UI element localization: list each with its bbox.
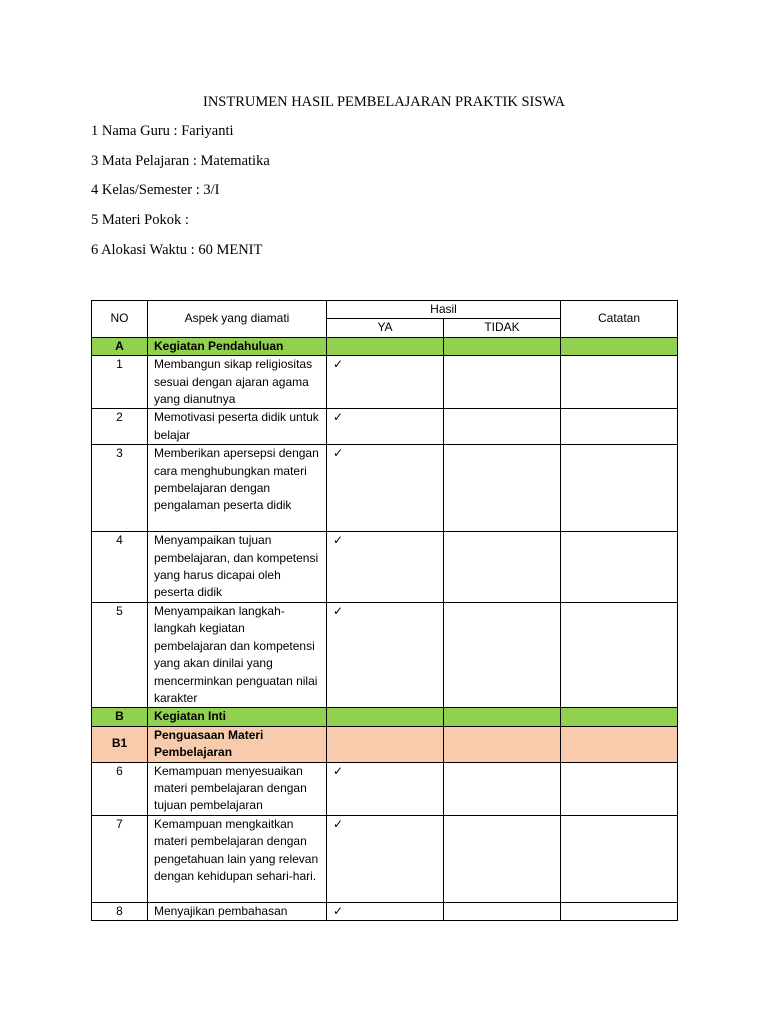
catatan-cell: [561, 708, 678, 726]
info-main-material: 5 Materi Pokok :: [91, 212, 189, 228]
ya-cell: [327, 409, 444, 445]
table-row: [92, 445, 678, 532]
document-title: INSTRUMEN HASIL PEMBELAJARAN PRAKTIK SISWA: [203, 94, 565, 110]
info-subject: 3 Mata Pelajaran : Matematika: [91, 153, 270, 169]
row-number: B: [92, 708, 148, 726]
row-aspect: Kemampuan menyesuaikan materi pembelajaran dengan tujuan pembelajaran: [148, 762, 327, 815]
row-aspect: Penguasaan Materi Pembelajaran: [148, 726, 327, 762]
header-aspek: Aspek yang diamati: [148, 301, 327, 338]
ya-cell: [327, 726, 444, 762]
row-number: 7: [92, 815, 148, 902]
ya-cell: [327, 602, 444, 707]
tidak-cell: [444, 409, 561, 445]
check-mark-icon: ✓: [333, 357, 344, 372]
row-aspect: Menyajikan pembahasan: [148, 902, 327, 920]
catatan-cell: [561, 602, 678, 707]
row-aspect: Menyampaikan tujuan pembelajaran, dan kompetensi yang harus dicapai oleh peserta didik: [148, 532, 327, 603]
row-number: 3: [92, 445, 148, 532]
check-mark-icon: ✓: [333, 903, 344, 918]
tidak-cell: [444, 445, 561, 532]
ya-cell: [327, 815, 444, 902]
catatan-cell: [561, 762, 678, 815]
row-aspect: Kemampuan mengkaitkan materi pembelajaran dengan pengetahuan lain yang relevan dengan kehidupan sehari-hari.: [148, 815, 327, 902]
tidak-cell: [444, 602, 561, 707]
info-time-allocation: 6 Alokasi Waktu : 60 MENIT: [91, 242, 263, 258]
ya-cell: [327, 762, 444, 815]
table-body: [92, 337, 678, 920]
tidak-cell: [444, 532, 561, 603]
ya-cell: [327, 337, 444, 355]
header-no: NO: [92, 301, 148, 338]
section-row: [92, 337, 678, 355]
catatan-cell: [561, 532, 678, 603]
info-class-semester: 4 Kelas/Semester : 3/I: [91, 182, 220, 198]
row-number: A: [92, 337, 148, 355]
table-row: [92, 356, 678, 409]
header-ya: YA: [327, 319, 444, 337]
catatan-cell: [561, 445, 678, 532]
tidak-cell: [444, 902, 561, 920]
row-aspect: Membangun sikap religiositas sesuai dengan ajaran agama yang dianutnya: [148, 356, 327, 409]
row-aspect: Kegiatan Inti: [148, 708, 327, 726]
section-row: [92, 708, 678, 726]
section-row: [92, 726, 678, 762]
table-header: [92, 301, 678, 338]
table-row: [92, 532, 678, 603]
row-number: 1: [92, 356, 148, 409]
table-row: [92, 762, 678, 815]
row-number: 8: [92, 902, 148, 920]
info-teacher-name: 1 Nama Guru : Fariyanti: [91, 123, 234, 139]
header-catatan: Catatan: [561, 301, 678, 338]
check-mark-icon: ✓: [333, 410, 344, 425]
ya-cell: [327, 708, 444, 726]
ya-cell: [327, 532, 444, 603]
ya-cell: [327, 445, 444, 532]
row-number: 4: [92, 532, 148, 603]
tidak-cell: [444, 337, 561, 355]
row-number: 6: [92, 762, 148, 815]
tidak-cell: [444, 815, 561, 902]
header-tidak: TIDAK: [444, 319, 561, 337]
check-mark-icon: ✓: [333, 603, 344, 618]
check-mark-icon: ✓: [333, 446, 344, 461]
tidak-cell: [444, 726, 561, 762]
row-aspect: Memberikan apersepsi dengan cara menghubungkan materi pembelajaran dengan pengalaman peserta didik: [148, 445, 327, 532]
tidak-cell: [444, 356, 561, 409]
table-row: [92, 409, 678, 445]
ya-cell: [327, 902, 444, 920]
row-number: 5: [92, 602, 148, 707]
table-row: [92, 902, 678, 920]
tidak-cell: [444, 708, 561, 726]
check-mark-icon: ✓: [333, 816, 344, 831]
catatan-cell: [561, 409, 678, 445]
row-aspect: Menyampaikan langkah-langkah kegiatan pembelajaran dan kompetensi yang akan dinilai yang mencerminkan penguatan nilai karakter: [148, 602, 327, 707]
catatan-cell: [561, 726, 678, 762]
check-mark-icon: ✓: [333, 533, 344, 548]
check-mark-icon: ✓: [333, 763, 344, 778]
row-number: 2: [92, 409, 148, 445]
table-row: [92, 602, 678, 707]
row-aspect: Memotivasi peserta didik untuk belajar: [148, 409, 327, 445]
catatan-cell: [561, 356, 678, 409]
catatan-cell: [561, 815, 678, 902]
ya-cell: [327, 356, 444, 409]
catatan-cell: [561, 902, 678, 920]
row-number: B1: [92, 726, 148, 762]
header-hasil: Hasil: [327, 301, 561, 319]
table-row: [92, 815, 678, 902]
tidak-cell: [444, 762, 561, 815]
row-aspect: Kegiatan Pendahuluan: [148, 337, 327, 355]
catatan-cell: [561, 337, 678, 355]
assessment-table: [91, 300, 678, 921]
